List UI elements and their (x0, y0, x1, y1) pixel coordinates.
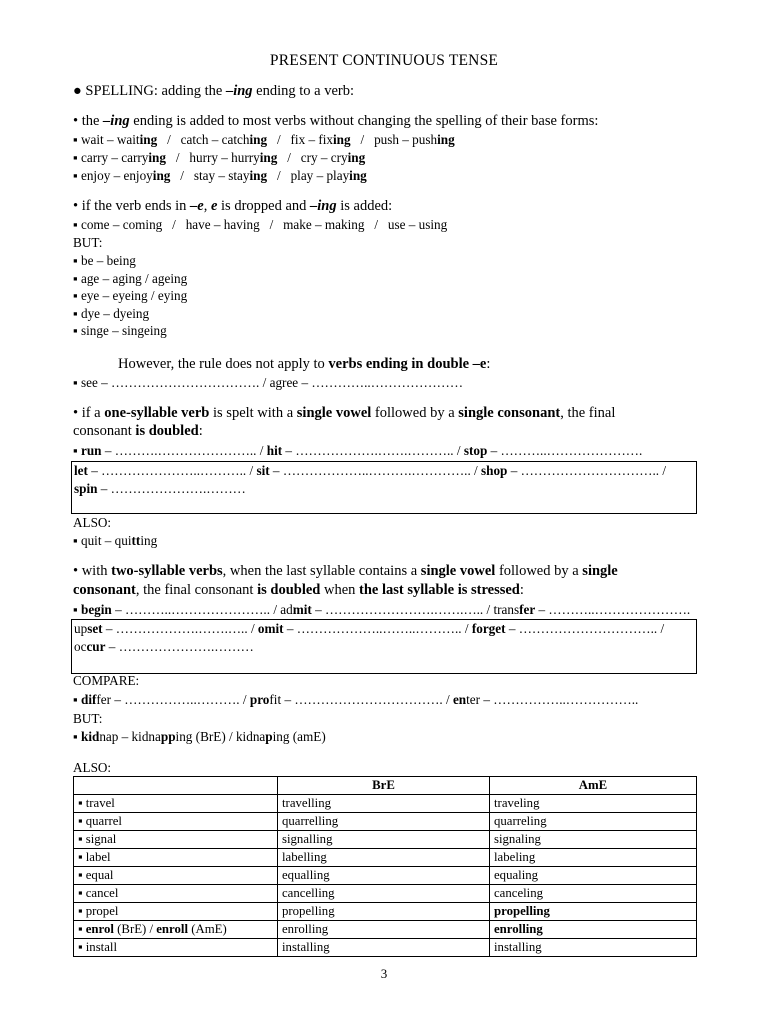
rule3-box-line-2 (74, 480, 246, 497)
table-header: BrE (278, 777, 490, 795)
rule3-heading: • if a one-syllable verb is spelt with a single vowel followed by a single consonant, the final (73, 405, 616, 421)
ing-suffix: ing (152, 168, 171, 183)
verb-stressed: mit (292, 602, 312, 617)
rule4-also: ALSO: (73, 760, 112, 775)
rule3-also: ALSO: (73, 515, 112, 530)
table-row (74, 831, 697, 849)
table-cell: ▪ label (74, 849, 278, 867)
ing-suffix: ing (249, 168, 268, 183)
table-cell: cancelling (278, 885, 490, 903)
table-header-row (74, 777, 697, 795)
verb-unstressed: up (74, 621, 88, 636)
answer-blank: – ………..…………………. (535, 602, 691, 617)
verb-base: push – push (374, 132, 438, 147)
list-item: ▪ dye – dyeing (73, 306, 150, 321)
rule1-examples-3: ▪ enjoy – enjoying / stay – staying / play – playing (73, 168, 367, 183)
rule4-exercise: ▪ begin – ………..………………….. / admit – …………………….…….….. / transfer – ………..…………………. (73, 602, 691, 617)
verb-base: wait – wait (80, 132, 140, 147)
table-cell: ▪ propel (74, 903, 278, 921)
table-cell: ▪ travel (74, 795, 278, 813)
exercise-verb: stop (463, 443, 488, 458)
verb-stressed: pro (249, 692, 270, 707)
verb-base: carry – carry (80, 150, 149, 165)
answer-blank: – ……….………………….. / (101, 443, 267, 458)
list-item: ▪ singe – singeing (73, 323, 167, 338)
verb-stressed: set (87, 621, 103, 636)
rule1-examples-1: ▪ wait – waiting / catch – catching / fix – fixing / push – pushing (73, 132, 455, 147)
table-row (74, 813, 697, 831)
ing-suffix: ing (259, 150, 278, 165)
double-e-exercise: ▪ see – ……………………………. / agree – …………..………………… (73, 375, 464, 390)
rule2-examples: ▪ come – coming / have – having / make – making / use – using (73, 217, 448, 232)
table-cell: equaling (490, 867, 697, 885)
answer-blank: – ………………………….. / (505, 621, 665, 636)
answer-blank: – …………………..……….. / (87, 463, 257, 478)
table-cell: ▪ cancel (74, 885, 278, 903)
table-cell: ▪ quarrel (74, 813, 278, 831)
table-cell: installing (490, 939, 697, 957)
exercise-verb: spin (74, 481, 98, 496)
rule4-but: BUT: (73, 711, 103, 726)
verb-base: stay – stay (193, 168, 250, 183)
answer-blank: – ………..…………………. (487, 443, 643, 458)
rule4-heading-2: consonant, the final consonant is doubled when the last syllable is stressed: (73, 582, 524, 598)
verb-base: catch – catch (180, 132, 250, 147)
table-cell: traveling (490, 795, 697, 813)
ing-suffix: ing (333, 132, 351, 147)
exercise-verb: hit (266, 443, 283, 458)
table-cell: signaling (490, 831, 697, 849)
rule3-heading-2: consonant is doubled: (73, 423, 203, 439)
verb-unstressed: trans (493, 602, 520, 617)
rule3-box-line-1 (74, 462, 666, 479)
rule3-exercise: ▪ run – ……….………………….. / hit – ……………….…….……….. / stop – ………..…………………. (73, 443, 643, 458)
answer-blank: – ………………………….. / (507, 463, 667, 478)
table-cell: installing (278, 939, 490, 957)
table-row (74, 885, 697, 903)
table-cell: ▪ install (74, 939, 278, 957)
verb-stressed: dif (80, 692, 97, 707)
table-cell: canceling (490, 885, 697, 903)
verb-unstressed: ad (280, 602, 293, 617)
compare-label: COMPARE: (73, 673, 140, 688)
verb-stressed: begin (80, 602, 112, 617)
table-cell: quarrelling (278, 813, 490, 831)
answer-blank: – ………………….……… (105, 639, 254, 654)
verb-unstressed: ter (466, 692, 481, 707)
double-e-note: However, the rule does not apply to verbs ending in double –e: (118, 356, 491, 372)
kidnap-example: ▪ kidnap – kidnapping (BrE) / kidnaping (amE) (73, 729, 326, 744)
exercise-verb: let (74, 463, 88, 478)
table-cell: labeling (490, 849, 697, 867)
rule4-box-line-1 (74, 620, 664, 637)
table-cell: signalling (278, 831, 490, 849)
page-number: 3 (380, 966, 388, 981)
answer-blank: – …………………….…….….. / (311, 602, 494, 617)
table-header: AmE (490, 777, 697, 795)
answer-blank: – ……………..………. / (111, 692, 250, 707)
verb-unstressed: fer (96, 692, 112, 707)
table-cell: ▪ equal (74, 867, 278, 885)
table-header (74, 777, 278, 795)
table-cell: enrolling (278, 921, 490, 939)
answer-blank: – ……………….…….….. / (102, 621, 258, 636)
answer-blank: – ………………….……… (97, 481, 246, 496)
verb-stressed: forget (471, 621, 506, 636)
list-item: ▪ age – aging / ageing (73, 271, 188, 286)
verb-base: enjoy – enjoy (80, 168, 153, 183)
rule1-examples-2: ▪ carry – carrying / hurry – hurrying / cry – crying (73, 150, 366, 165)
verb-stressed: cur (86, 639, 106, 654)
answer-blank: – ………………..……….………….. / (269, 463, 481, 478)
rule4-box-line-2 (74, 638, 254, 655)
answer-blank: – ………..………………….. / (111, 602, 281, 617)
table-row (74, 795, 697, 813)
verb-base: cry – cry (300, 150, 348, 165)
verb-stressed: omit (257, 621, 284, 636)
verb-unstressed: oc (74, 639, 87, 654)
ing-suffix: ing (437, 132, 455, 147)
table-row (74, 939, 697, 957)
table-cell: equalling (278, 867, 490, 885)
rule4-heading: • with two-syllable verbs, when the last syllable contains a single vowel followed by a single (73, 563, 618, 579)
table-cell: enrolling (490, 921, 697, 939)
table-cell: labelling (278, 849, 490, 867)
verb-stressed: fer (519, 602, 536, 617)
page-title: PRESENT CONTINUOUS TENSE (269, 52, 499, 69)
spelling-label: SPELLING: adding the (85, 83, 226, 99)
answer-blank: – ……………….…….……….. / (282, 443, 464, 458)
list-item: ▪ be – being (73, 253, 136, 268)
table-row (74, 903, 697, 921)
ing-suffix: ing (349, 168, 367, 183)
table-row (74, 849, 697, 867)
exercise-verb: sit (256, 463, 270, 478)
table-cell: propelling (490, 903, 697, 921)
rule2-heading: • if the verb ends in –e, e is dropped and –ing is added: (73, 198, 393, 214)
list-item: ▪ eye – eyeing / eying (73, 288, 188, 303)
answer-blank: – ………………..……..……….. / (283, 621, 472, 636)
quit-example: ▪ quit – quitting (73, 533, 158, 548)
verb-unstressed: fit (269, 692, 282, 707)
verb-base: play – play (290, 168, 350, 183)
table-cell: quarreling (490, 813, 697, 831)
verb-base: hurry – hurry (189, 150, 260, 165)
verb-stressed: en (452, 692, 467, 707)
answer-blank: – ……………………………. / (281, 692, 453, 707)
compare-exercise: ▪ differ – ……………..………. / profit – ……………………………. / enter – ……………..…………….. (73, 692, 639, 707)
ing-suffix: ing (249, 132, 268, 147)
table-cell: ▪ signal (74, 831, 278, 849)
ing-suffix: ing (347, 150, 366, 165)
table-row (74, 867, 697, 885)
verb-base: fix – fix (290, 132, 334, 147)
bre-ame-table (73, 776, 697, 957)
exercise-verb: run (80, 443, 102, 458)
table-cell: propelling (278, 903, 490, 921)
bullet: ● (73, 83, 86, 99)
table-cell: ▪ enrol (BrE) / enroll (AmE) (74, 921, 278, 939)
table-row (74, 921, 697, 939)
table-cell: travelling (278, 795, 490, 813)
spelling-heading (73, 83, 354, 100)
rule2-but: BUT: (73, 235, 103, 250)
exercise-verb: shop (481, 463, 508, 478)
ing-suffix: ing (148, 150, 166, 165)
answer-blank: – ……………..…………….. (480, 692, 639, 707)
rule1-heading: • the –ing ending is added to most verbs without changing the spelling of their base forms: (73, 113, 599, 129)
ing-suffix: ing (139, 132, 158, 147)
spelling-rest: ending to a verb: (252, 83, 355, 99)
ing-suffix: –ing (225, 83, 253, 99)
